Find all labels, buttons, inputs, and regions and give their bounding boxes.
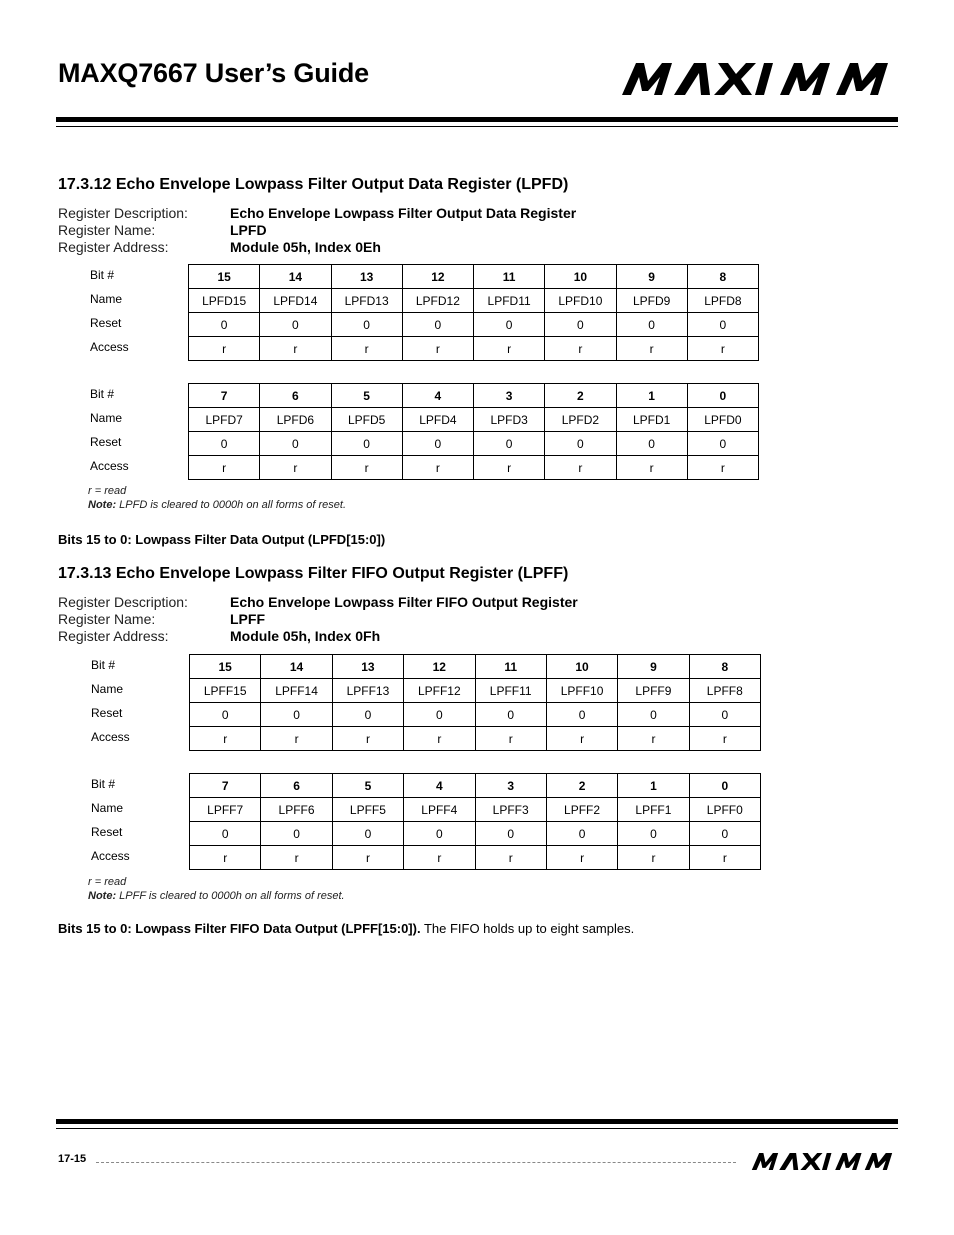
reset-value-cell: 0 <box>189 313 260 337</box>
maxim-logo <box>622 61 890 97</box>
reset-value-cell: 0 <box>474 432 545 456</box>
access-cell: r <box>261 846 332 870</box>
row-label-access: Access <box>91 849 130 863</box>
row-label-access: Access <box>90 340 129 354</box>
bit-number-cell: 3 <box>475 774 546 798</box>
bit-number-cell: 15 <box>189 265 260 289</box>
row-label-reset: Reset <box>91 825 123 839</box>
info-label: Register Address: <box>58 628 169 644</box>
bit-number-cell: 8 <box>689 655 760 679</box>
register-row-bits <box>190 774 761 798</box>
reset-value-cell: 0 <box>402 313 473 337</box>
reset-value-cell: 0 <box>474 313 545 337</box>
info-value: Module 05h, Index 0Fh <box>230 628 381 644</box>
bit-name-cell: LPFF5 <box>332 798 403 822</box>
reset-value-cell: 0 <box>261 822 332 846</box>
reset-value-cell: 0 <box>618 822 689 846</box>
bits-heading: Bits 15 to 0: Lowpass Filter Data Output (LPFD[15:0]) <box>58 532 386 547</box>
access-cell: r <box>189 337 260 361</box>
bit-number-cell: 14 <box>260 265 331 289</box>
bit-name-cell: LPFD6 <box>260 408 331 432</box>
row-label-name: Name <box>91 801 124 815</box>
bit-number-cell: 15 <box>190 655 261 679</box>
note-text: Note: LPFD is cleared to 0000h on all forms of reset. <box>88 499 346 511</box>
access-cell: r <box>687 337 758 361</box>
bit-name-cell: LPFD13 <box>331 289 402 313</box>
footer-rule-thick <box>56 1119 898 1124</box>
bit-name-cell: LPFD10 <box>545 289 616 313</box>
info-label: Register Name: <box>58 611 156 627</box>
access-cell: r <box>260 456 331 480</box>
bit-number-cell: 13 <box>332 655 403 679</box>
access-cell: r <box>189 456 260 480</box>
reset-value-cell: 0 <box>402 432 473 456</box>
access-cell: r <box>545 337 616 361</box>
access-cell: r <box>545 456 616 480</box>
bit-name-cell: LPFD5 <box>331 408 402 432</box>
reset-value-cell: 0 <box>687 313 758 337</box>
reset-value-cell: 0 <box>331 313 402 337</box>
bit-name-cell: LPFD4 <box>402 408 473 432</box>
bit-name-cell: LPFF4 <box>404 798 475 822</box>
access-cell: r <box>689 727 760 751</box>
bit-number-cell: 11 <box>475 655 546 679</box>
register-table <box>189 773 761 870</box>
bit-number-cell: 8 <box>687 265 758 289</box>
info-label: Register Description: <box>58 205 188 221</box>
register-row-names <box>189 289 759 313</box>
access-cell: r <box>616 337 687 361</box>
access-cell: r <box>475 846 546 870</box>
reset-value-cell: 0 <box>332 822 403 846</box>
register-table <box>189 654 761 751</box>
note-label: Note: <box>88 499 117 511</box>
bit-name-cell: LPFF13 <box>332 679 403 703</box>
legend-text: r = read <box>88 485 127 497</box>
bit-number-cell: 4 <box>402 384 473 408</box>
bit-name-cell: LPFD9 <box>616 289 687 313</box>
header-rule-thin <box>56 126 898 127</box>
footer-rule-thin <box>56 1128 898 1129</box>
register-row-names <box>190 798 761 822</box>
bit-number-cell: 13 <box>331 265 402 289</box>
bit-number-cell: 14 <box>261 655 332 679</box>
bit-number-cell: 1 <box>616 384 687 408</box>
bit-name-cell: LPFF15 <box>190 679 261 703</box>
bit-number-cell: 9 <box>616 265 687 289</box>
bit-name-cell: LPFD11 <box>474 289 545 313</box>
bit-name-cell: LPFD14 <box>260 289 331 313</box>
register-table <box>188 264 759 361</box>
bit-name-cell: LPFD7 <box>189 408 260 432</box>
register-row-access <box>189 456 759 480</box>
note-text: Note: LPFF is cleared to 0000h on all forms of reset. <box>88 890 345 902</box>
register-row-reset <box>190 822 761 846</box>
access-cell: r <box>332 846 403 870</box>
reset-value-cell: 0 <box>190 822 261 846</box>
row-label-bit: Bit # <box>91 777 116 791</box>
reset-value-cell: 0 <box>689 703 760 727</box>
access-cell: r <box>474 456 545 480</box>
bit-number-cell: 7 <box>190 774 261 798</box>
bits-description <box>58 921 634 936</box>
bit-name-cell: LPFF11 <box>475 679 546 703</box>
access-cell: r <box>331 456 402 480</box>
row-label-bit: Bit # <box>90 268 115 282</box>
bit-name-cell: LPFF8 <box>689 679 760 703</box>
info-value: LPFF <box>230 611 265 627</box>
bit-name-cell: LPFF12 <box>404 679 475 703</box>
row-label-bit: Bit # <box>91 658 116 672</box>
row-label-name: Name <box>90 292 123 306</box>
access-cell: r <box>618 727 689 751</box>
reset-value-cell: 0 <box>475 703 546 727</box>
bit-number-cell: 0 <box>689 774 760 798</box>
reset-value-cell: 0 <box>261 703 332 727</box>
bit-name-cell: LPFF6 <box>261 798 332 822</box>
bit-number-cell: 12 <box>404 655 475 679</box>
access-cell: r <box>475 727 546 751</box>
reset-value-cell: 0 <box>545 432 616 456</box>
row-label-name: Name <box>90 411 123 425</box>
bit-number-cell: 0 <box>687 384 758 408</box>
bit-number-cell: 5 <box>332 774 403 798</box>
access-cell: r <box>404 727 475 751</box>
row-label-reset: Reset <box>90 435 122 449</box>
legend-text: r = read <box>88 876 127 888</box>
bit-name-cell: LPFF2 <box>546 798 617 822</box>
reset-value-cell: 0 <box>687 432 758 456</box>
reset-value-cell: 0 <box>260 313 331 337</box>
bit-name-cell: LPFF9 <box>618 679 689 703</box>
reset-value-cell: 0 <box>331 432 402 456</box>
row-label-bit: Bit # <box>90 387 115 401</box>
bits-text: The FIFO holds up to eight samples. <box>420 921 635 936</box>
bit-number-cell: 6 <box>261 774 332 798</box>
row-label-name: Name <box>91 682 124 696</box>
reset-value-cell: 0 <box>689 822 760 846</box>
access-cell: r <box>404 846 475 870</box>
bit-name-cell: LPFF3 <box>475 798 546 822</box>
bit-number-cell: 6 <box>260 384 331 408</box>
reset-value-cell: 0 <box>332 703 403 727</box>
bit-name-cell: LPFF10 <box>546 679 617 703</box>
access-cell: r <box>190 846 261 870</box>
note-label: Note: <box>88 890 117 902</box>
table-notes <box>88 875 345 903</box>
bit-number-cell: 10 <box>546 655 617 679</box>
table-notes <box>88 484 346 512</box>
info-value: LPFD <box>230 222 267 238</box>
row-label-reset: Reset <box>90 316 122 330</box>
reset-value-cell: 0 <box>260 432 331 456</box>
bit-number-cell: 4 <box>404 774 475 798</box>
header-rule-thick <box>56 117 898 122</box>
register-row-reset <box>190 703 761 727</box>
reset-value-cell: 0 <box>616 432 687 456</box>
bit-number-cell: 2 <box>546 774 617 798</box>
access-cell: r <box>331 337 402 361</box>
row-label-access: Access <box>91 730 130 744</box>
reset-value-cell: 0 <box>546 822 617 846</box>
bits-description <box>58 532 385 547</box>
reset-value-cell: 0 <box>190 703 261 727</box>
page-title: MAXQ7667 User’s Guide <box>58 58 369 88</box>
footer-dashed-line <box>96 1162 736 1163</box>
bit-name-cell: LPFF14 <box>261 679 332 703</box>
bit-name-cell: LPFD15 <box>189 289 260 313</box>
access-cell: r <box>260 337 331 361</box>
access-cell: r <box>190 727 261 751</box>
bit-number-cell: 5 <box>331 384 402 408</box>
bit-number-cell: 11 <box>474 265 545 289</box>
access-cell: r <box>402 456 473 480</box>
info-label: Register Address: <box>58 239 169 255</box>
reset-value-cell: 0 <box>404 703 475 727</box>
register-row-bits <box>189 265 759 289</box>
section-heading: 17.3.13 Echo Envelope Lowpass Filter FIFO Output Register (LPFF) <box>58 565 569 582</box>
access-cell: r <box>689 846 760 870</box>
row-label-access: Access <box>90 459 129 473</box>
register-row-names <box>189 408 759 432</box>
register-info <box>58 594 578 645</box>
bit-number-cell: 9 <box>618 655 689 679</box>
bit-name-cell: LPFD0 <box>687 408 758 432</box>
access-cell: r <box>546 846 617 870</box>
bit-number-cell: 7 <box>189 384 260 408</box>
access-cell: r <box>261 727 332 751</box>
register-row-access <box>190 846 761 870</box>
register-row-access <box>189 337 759 361</box>
register-row-names <box>190 679 761 703</box>
access-cell: r <box>332 727 403 751</box>
bit-name-cell: LPFF0 <box>689 798 760 822</box>
reset-value-cell: 0 <box>475 822 546 846</box>
register-row-reset <box>189 432 759 456</box>
reset-value-cell: 0 <box>189 432 260 456</box>
info-value: Echo Envelope Lowpass Filter FIFO Output Register <box>230 594 578 610</box>
bit-name-cell: LPFF1 <box>618 798 689 822</box>
info-label: Register Description: <box>58 594 188 610</box>
access-cell: r <box>616 456 687 480</box>
bit-name-cell: LPFD8 <box>687 289 758 313</box>
bit-name-cell: LPFD3 <box>474 408 545 432</box>
bit-number-cell: 12 <box>402 265 473 289</box>
bit-name-cell: LPFD12 <box>402 289 473 313</box>
register-table <box>188 383 759 480</box>
bit-name-cell: LPFD1 <box>616 408 687 432</box>
reset-value-cell: 0 <box>618 703 689 727</box>
reset-value-cell: 0 <box>404 822 475 846</box>
info-label: Register Name: <box>58 222 156 238</box>
register-row-bits <box>189 384 759 408</box>
bits-heading: Bits 15 to 0: Lowpass Filter FIFO Data Output (LPFF[15:0]). <box>58 921 421 936</box>
bit-name-cell: LPFF7 <box>190 798 261 822</box>
info-value: Echo Envelope Lowpass Filter Output Data Register <box>230 205 577 221</box>
reset-value-cell: 0 <box>546 703 617 727</box>
page-number: 17-15 <box>58 1153 87 1165</box>
access-cell: r <box>687 456 758 480</box>
register-row-reset <box>189 313 759 337</box>
register-info <box>58 205 576 256</box>
bit-number-cell: 1 <box>618 774 689 798</box>
register-row-bits <box>190 655 761 679</box>
bit-number-cell: 3 <box>474 384 545 408</box>
access-cell: r <box>618 846 689 870</box>
access-cell: r <box>474 337 545 361</box>
register-row-access <box>190 727 761 751</box>
access-cell: r <box>402 337 473 361</box>
info-value: Module 05h, Index 0Eh <box>230 239 381 255</box>
row-label-reset: Reset <box>91 706 123 720</box>
reset-value-cell: 0 <box>545 313 616 337</box>
bit-name-cell: LPFD2 <box>545 408 616 432</box>
maxim-logo-footer <box>750 1152 895 1171</box>
section-heading: 17.3.12 Echo Envelope Lowpass Filter Output Data Register (LPFD) <box>58 176 569 193</box>
bit-number-cell: 2 <box>545 384 616 408</box>
bit-number-cell: 10 <box>545 265 616 289</box>
reset-value-cell: 0 <box>616 313 687 337</box>
access-cell: r <box>546 727 617 751</box>
